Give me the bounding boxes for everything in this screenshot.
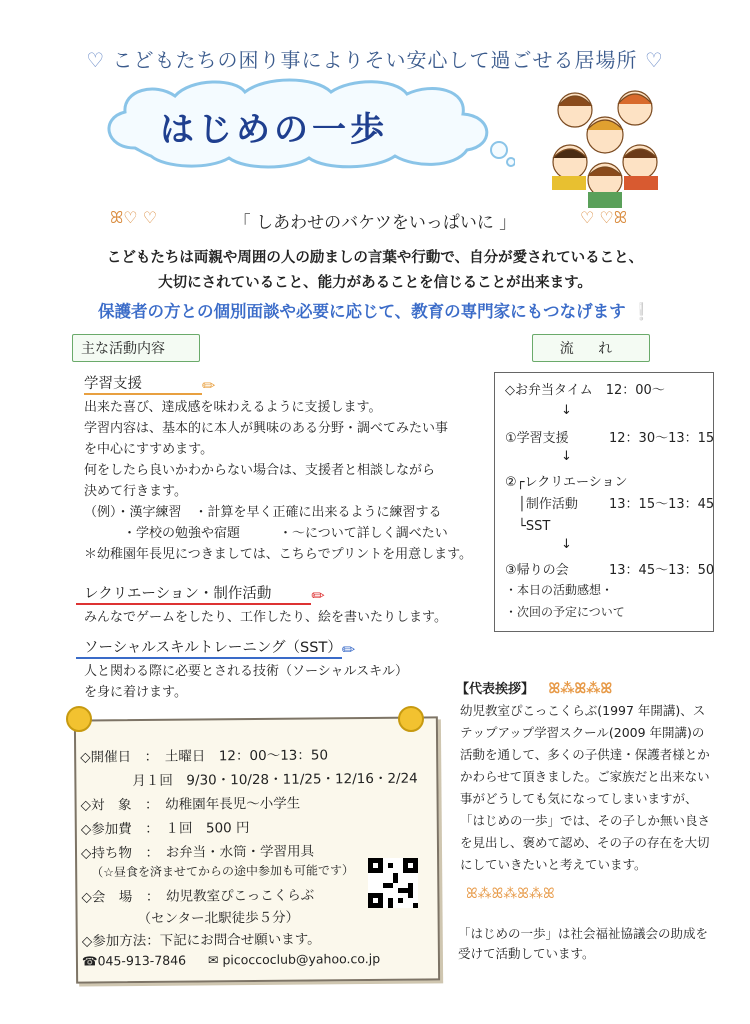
event-items-note: （☆昼食を済ませてからの途中参加も可能です） — [91, 863, 355, 880]
hearts-decoration-icon: ♡ ♡ꕤ — [580, 208, 628, 227]
children-illustration — [530, 80, 680, 210]
ribbon-decoration-icon: ꕤ⁂ꕤ⁂ꕤ⁂ꕤ — [466, 886, 555, 902]
schedule-flow-box — [494, 372, 714, 632]
body-line: 何をしたら良いかわからない場合は、支援者と相談しながら — [84, 463, 436, 478]
section-heading: 学習支援 — [84, 372, 202, 395]
event-date: ◇開催日 ： 土曜日 12：00～13：50 — [80, 747, 329, 766]
intro-line: 大切にされていること、能力があることを信じることが出来ます。 — [158, 275, 592, 291]
flow-line: ①学習支援 — [505, 431, 569, 446]
body-line: を中心にすすめます。 — [84, 442, 214, 457]
flow-line: ②┌レクリエーション — [505, 475, 628, 490]
arrow-down-icon: ↓ — [561, 403, 572, 418]
body-line: 決めて行きます。 — [84, 484, 187, 499]
tagline — [0, 44, 750, 73]
event-dates-list: 月１回 9/30・10/28・11/25・12/16・2/24 — [132, 770, 418, 790]
flow-line: ・本日の活動感想・ — [505, 583, 614, 597]
flow-label: 流 れ — [532, 334, 650, 362]
flow-line: │制作活動 — [505, 497, 578, 512]
highlight-text — [0, 298, 750, 322]
section-body — [76, 661, 486, 703]
slogan-row — [110, 208, 640, 236]
body-line: 人と関わる際に必要とされる技術（ソーシャルスキル） — [84, 664, 408, 679]
hearts-decoration-icon: ꕤ♡ ♡ — [110, 208, 158, 227]
heart-icon: ♡ — [86, 48, 106, 72]
heart-icon: ♡ — [644, 48, 664, 72]
phone-icon: ☎ — [81, 953, 98, 969]
page-title: はじめの一歩 — [160, 110, 388, 150]
pushpin-icon — [66, 706, 92, 732]
pencil-icon: ✏ — [341, 640, 356, 659]
flow-time: 12：30～13：15 — [609, 431, 715, 446]
event-venue-note: （センター北駅徒歩５分） — [137, 909, 300, 928]
section-heading: レクリエーション・制作活動 — [76, 582, 311, 605]
body-line: を身に着けます。 — [84, 685, 187, 700]
body-line: ・学校の勉強や宿題 ・～について詳しく調べたい — [84, 526, 448, 541]
intro-line: こどもたちは両親や周囲の人の励ましの言葉や行動で、自分が愛されていること、 — [106, 250, 644, 266]
tagline-text: こどもたちの困り事によりそい安心して過ごせる居場所 — [112, 48, 638, 72]
event-apply: ◇参加方法：下記にお問合せ願います。 — [81, 931, 321, 950]
flow-line: ◇お弁当タイム 12：00～ — [505, 383, 665, 398]
email-address[interactable]: picoccoclub@yahoo.co.jp — [222, 950, 381, 968]
intro-text — [0, 246, 750, 296]
body-line: 学習内容は、基本的に本人が興味のある分野・調べてみたい事 — [84, 421, 449, 436]
body-line: 出来た喜び、達成感を味わえるように支援します。 — [84, 400, 382, 415]
flow-line: ・次回の予定について — [505, 605, 625, 619]
body-line: （例）・漢字練習 ・計算を早く正確に出来るように練習する — [84, 505, 442, 520]
event-target: ◇対 象 ： 幼稚園年長児～小学生 — [80, 795, 301, 814]
greeting-text: 幼児教室ぴこっこくらぶ(1997 年開講)、ステップアップ学習スクール(2009 年開講)の活動を通して、多くの子供達・保護者様とかかわらせて頂きました。ご家族だと出来ない事がどうしても気になってしまいますが、「はじめの一歩」では、その子しか無い良さを見出し、褒めて認め、その子の存在を大切にしていきたいと考えています。 — [460, 703, 711, 872]
event-fee: ◇参加費 ： １回 500 円 — [80, 820, 250, 838]
greeting-heading — [456, 678, 612, 697]
section-body — [84, 397, 484, 565]
arrow-down-icon: ↓ — [561, 537, 572, 552]
flow-line: ③帰りの会 — [505, 563, 569, 578]
pushpin-icon — [398, 706, 424, 732]
qr-code-icon — [368, 858, 418, 908]
event-venue: ◇会 場 ： 幼児教室ぴこっこくらぶ — [81, 887, 315, 906]
slogan: 「 しあわせのバケツをいっぱいに 」 — [233, 213, 517, 233]
contact-phone — [82, 953, 186, 969]
phone-number: 045-913-7846 — [97, 952, 187, 969]
activities-label: 主な活動内容 — [72, 334, 200, 362]
body-line: ＊幼稚園年長児につきましては、こちらでプリントを用意します。 — [84, 547, 473, 562]
flow-time: 13：45～13：50 — [609, 563, 715, 578]
event-info-board — [74, 716, 440, 983]
exclamation-icon: ❕ — [625, 302, 652, 321]
event-items: ◇持ち物 ： お弁当・水筒・学習用具 — [80, 843, 315, 862]
section-recreation — [76, 582, 486, 628]
contact-email — [208, 951, 380, 968]
pencil-icon: ✏ — [311, 586, 325, 605]
section-body — [76, 607, 486, 628]
greeting-heading-text: 【代表挨拶】 — [456, 682, 535, 697]
highlight-line: 保護者の方との個別面談や必要に応じて、教育の専門家にもつなげます — [98, 302, 626, 321]
flow-line: └SST — [505, 519, 551, 534]
ribbon-decoration-icon: ꕤ⁂ꕤ⁂ꕤ — [548, 681, 613, 697]
section-sst — [76, 636, 486, 703]
arrow-down-icon: ↓ — [561, 449, 572, 464]
footer-note: 「はじめの一歩」は社会福祉協議会の助成を受けて活動しています。 — [458, 926, 709, 961]
flow-time: 13：15～13：45 — [609, 497, 715, 512]
mail-icon: ✉ — [207, 952, 219, 968]
section-learning — [84, 372, 484, 565]
body-line: みんなでゲームをしたり、工作したり、絵を書いたりします。 — [84, 610, 447, 625]
section-heading: ソーシャルスキルトレーニング（SST） — [76, 636, 342, 659]
pencil-icon: ✏ — [202, 376, 216, 395]
